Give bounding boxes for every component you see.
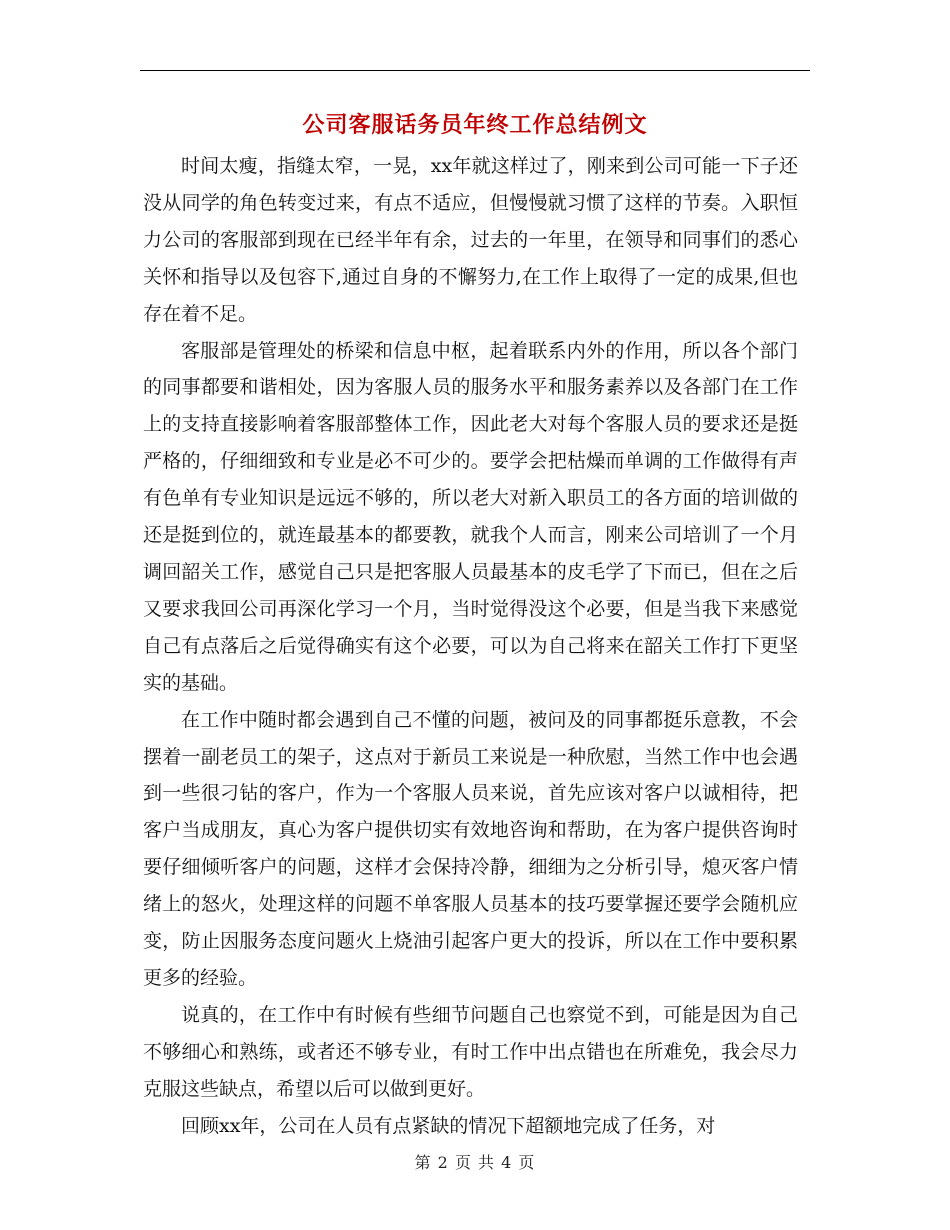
paragraph-4: 说真的，在工作中有时候有些细节问题自己也察觉不到，可能是因为自己不够细心和熟练，或者还不够专业，有时工作中出点错也在所难免，我会尽力克服这些缺点，希望以后可以做到更好。 — [143, 1003, 798, 1100]
paragraph-5: 回顾xx年，公司在人员有点紧缺的情况下超额地完成了任务，对 — [181, 1114, 716, 1137]
document-body — [143, 148, 798, 1144]
header-rule — [140, 70, 810, 71]
paragraph-2: 客服部是管理处的桥梁和信息中枢，起着联系内外的作用，所以各个部门的同事都要和谐相处，因为客服人员的服务水平和服务素养以及各部门在工作上的支持直接影响着客服部整体工作，因此老大对每个客服人员的要求还是挺严格的，仔细细致和专业是必不可少的。要学会把枯燥而单调的工作做得有声有色单有专业知识是远远不够的，所以老大对新入职员工的各方面的培训做的还是挺到位的，就连最基本的都要教，就我个人而言，刚来公司培训了一个月调回韶关工作，感觉自己只是把客服人员最基本的皮毛学了下而已，但在之后又要求我回公司再深化学习一个月，当时觉得没这个必要，但是当我下来感觉自己有点落后之后觉得确实有这个必要，可以为自己将来在韶关工作打下更坚实的基础。 — [143, 339, 798, 694]
document-title: 公司客服话务员年终工作总结例文 — [302, 112, 648, 138]
page-number-footer: 第 2 页 共 4 页 — [414, 1153, 536, 1172]
paragraph-3: 在工作中随时都会遇到自己不懂的问题，被问及的同事都挺乐意教，不会摆着一副老员工的架子，这点对于新员工来说是一种欣慰，当然工作中也会遇到一些很刁钻的客户，作为一个客服人员来说，首先应该对客户以诚相待，把客户当成朋友，真心为客户提供切实有效地咨询和帮助，在为客户提供咨询时要仔细倾听客户的问题，这样才会保持冷静，细细为之分析引导，熄灭客户情绪上的怒火，处理这样的问题不单客服人员基本的技巧要掌握还要学会随机应变，防止因服务态度问题火上烧油引起客户更大的投诉，所以在工作中要积累更多的经验。 — [143, 708, 798, 989]
paragraph-1: 时间太瘦，指缝太窄，一晃，xx年就这样过了，刚来到公司可能一下子还没从同学的角色转变过来，有点不适应，但慢慢就习惯了这样的节奏。入职恒力公司的客服部到现在已经半年有余，过去的一年里，在领导和同事们的悉心关怀和指导以及包容下,通过自身的不懈努力,在工作上取得了一定的成果,但也存在着不足。 — [143, 155, 798, 325]
